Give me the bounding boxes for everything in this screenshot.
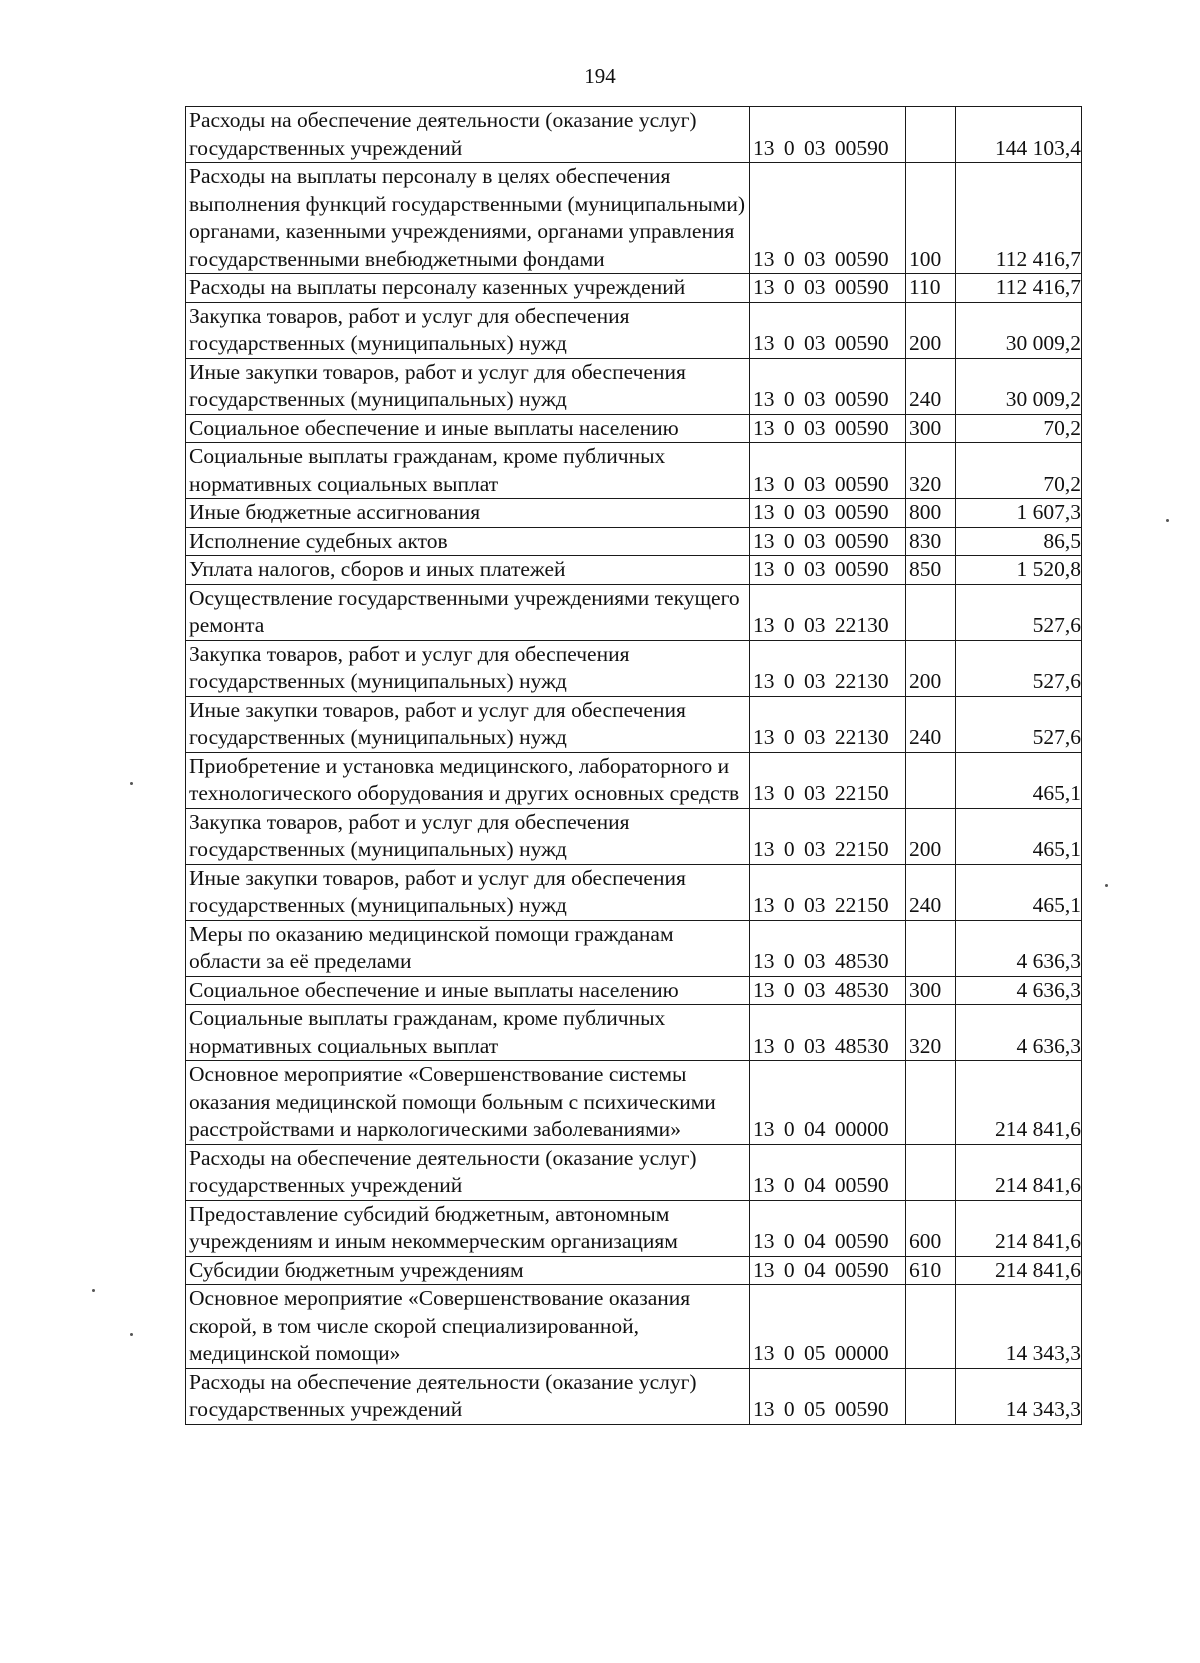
row-amount-cell: 112 416,7 [956, 274, 1082, 303]
row-code-cell: 13 0 03 48530 [750, 976, 906, 1005]
row-name-cell: Социальные выплаты гражданам, кроме публичных нормативных социальных выплат [186, 1005, 750, 1061]
row-code-cell: 13 0 03 00590 [750, 107, 906, 163]
row-amount-cell: 1 607,3 [956, 499, 1082, 528]
row-code-cell: 13 0 03 22150 [750, 864, 906, 920]
table-row [186, 696, 1082, 752]
row-code-cell: 13 0 03 22130 [750, 640, 906, 696]
row-amount-cell: 86,5 [956, 527, 1082, 556]
table-row [186, 1285, 1082, 1369]
row-code-cell: 13 0 03 00590 [750, 414, 906, 443]
table-row [186, 499, 1082, 528]
scan-speck [92, 1289, 95, 1292]
scan-speck [1166, 519, 1169, 522]
row-code-cell: 13 0 03 00590 [750, 556, 906, 585]
row-type-cell [906, 920, 956, 976]
row-name-cell: Социальное обеспечение и иные выплаты населению [186, 414, 750, 443]
row-name-cell: Предоставление субсидий бюджетным, автономным учреждениям и иным некоммерческим организациям [186, 1200, 750, 1256]
row-amount-cell: 214 841,6 [956, 1200, 1082, 1256]
table-row [186, 556, 1082, 585]
row-type-cell: 320 [906, 443, 956, 499]
table-row [186, 640, 1082, 696]
row-type-cell: 600 [906, 1200, 956, 1256]
row-type-cell: 300 [906, 976, 956, 1005]
row-amount-cell: 70,2 [956, 414, 1082, 443]
row-amount-cell: 1 520,8 [956, 556, 1082, 585]
table-row [186, 808, 1082, 864]
row-amount-cell: 465,1 [956, 808, 1082, 864]
row-type-cell: 240 [906, 696, 956, 752]
row-type-cell: 200 [906, 640, 956, 696]
row-type-cell: 300 [906, 414, 956, 443]
row-code-cell: 13 0 03 00590 [750, 163, 906, 274]
row-type-cell [906, 1285, 956, 1369]
row-amount-cell: 4 636,3 [956, 976, 1082, 1005]
row-code-cell: 13 0 03 48530 [750, 920, 906, 976]
table-row [186, 1256, 1082, 1285]
row-name-cell: Иные закупки товаров, работ и услуг для обеспечения государственных (муниципальных) нужд [186, 696, 750, 752]
row-type-cell [906, 1061, 956, 1145]
row-amount-cell: 4 636,3 [956, 920, 1082, 976]
row-code-cell: 13 0 03 22130 [750, 696, 906, 752]
table-row [186, 1144, 1082, 1200]
row-name-cell: Приобретение и установка медицинского, лабораторного и технологического оборудования и других основных средств [186, 752, 750, 808]
row-name-cell: Субсидии бюджетным учреждениям [186, 1256, 750, 1285]
table-row [186, 976, 1082, 1005]
row-amount-cell: 70,2 [956, 443, 1082, 499]
row-amount-cell: 14 343,3 [956, 1368, 1082, 1424]
row-name-cell: Меры по оказанию медицинской помощи гражданам области за её пределами [186, 920, 750, 976]
table-row [186, 414, 1082, 443]
row-name-cell: Осуществление государственными учреждениями текущего ремонта [186, 584, 750, 640]
row-name-cell: Расходы на выплаты персоналу в целях обеспечения выполнения функций государственными (муниципальными) органами, казенными учреждениями, органами управления государственными внебюджетными фондами [186, 163, 750, 274]
row-type-cell: 200 [906, 302, 956, 358]
row-name-cell: Расходы на обеспечение деятельности (оказание услуг) государственных учреждений [186, 1144, 750, 1200]
row-amount-cell: 214 841,6 [956, 1256, 1082, 1285]
table-row [186, 1200, 1082, 1256]
table-row [186, 1005, 1082, 1061]
row-code-cell: 13 0 04 00590 [750, 1256, 906, 1285]
budget-table-body [186, 107, 1082, 1425]
table-row [186, 584, 1082, 640]
row-amount-cell: 112 416,7 [956, 163, 1082, 274]
row-code-cell: 13 0 05 00590 [750, 1368, 906, 1424]
row-type-cell: 320 [906, 1005, 956, 1061]
row-code-cell: 13 0 04 00590 [750, 1144, 906, 1200]
row-code-cell: 13 0 05 00000 [750, 1285, 906, 1369]
budget-table [185, 106, 1082, 1425]
row-name-cell: Закупка товаров, работ и услуг для обеспечения государственных (муниципальных) нужд [186, 808, 750, 864]
row-name-cell: Социальные выплаты гражданам, кроме публичных нормативных социальных выплат [186, 443, 750, 499]
row-type-cell: 800 [906, 499, 956, 528]
table-row [186, 1061, 1082, 1145]
row-amount-cell: 527,6 [956, 640, 1082, 696]
row-name-cell: Расходы на выплаты персоналу казенных учреждений [186, 274, 750, 303]
row-amount-cell: 465,1 [956, 752, 1082, 808]
table-row [186, 163, 1082, 274]
row-type-cell: 200 [906, 808, 956, 864]
row-amount-cell: 214 841,6 [956, 1061, 1082, 1145]
table-row [186, 274, 1082, 303]
row-code-cell: 13 0 04 00590 [750, 1200, 906, 1256]
scan-speck [130, 782, 133, 785]
row-amount-cell: 14 343,3 [956, 1285, 1082, 1369]
table-row [186, 527, 1082, 556]
row-name-cell: Иные закупки товаров, работ и услуг для обеспечения государственных (муниципальных) нужд [186, 358, 750, 414]
row-amount-cell: 527,6 [956, 696, 1082, 752]
row-amount-cell: 30 009,2 [956, 358, 1082, 414]
row-code-cell: 13 0 03 00590 [750, 499, 906, 528]
row-amount-cell: 527,6 [956, 584, 1082, 640]
table-row [186, 1368, 1082, 1424]
row-name-cell: Иные бюджетные ассигнования [186, 499, 750, 528]
row-type-cell [906, 1368, 956, 1424]
scan-speck [1105, 884, 1108, 887]
row-code-cell: 13 0 03 00590 [750, 358, 906, 414]
table-row [186, 358, 1082, 414]
row-amount-cell: 214 841,6 [956, 1144, 1082, 1200]
row-type-cell: 610 [906, 1256, 956, 1285]
table-row [186, 920, 1082, 976]
table-row [186, 107, 1082, 163]
row-name-cell: Основное мероприятие «Совершенствование системы оказания медицинской помощи больным с психическими расстройствами и наркологическими заболеваниями» [186, 1061, 750, 1145]
row-name-cell: Иные закупки товаров, работ и услуг для обеспечения государственных (муниципальных) нужд [186, 864, 750, 920]
row-code-cell: 13 0 03 00590 [750, 274, 906, 303]
row-name-cell: Расходы на обеспечение деятельности (оказание услуг) государственных учреждений [186, 1368, 750, 1424]
row-type-cell: 100 [906, 163, 956, 274]
row-type-cell [906, 107, 956, 163]
row-code-cell: 13 0 03 48530 [750, 1005, 906, 1061]
table-row [186, 443, 1082, 499]
row-amount-cell: 4 636,3 [956, 1005, 1082, 1061]
table-row [186, 864, 1082, 920]
row-type-cell: 850 [906, 556, 956, 585]
row-name-cell: Закупка товаров, работ и услуг для обеспечения государственных (муниципальных) нужд [186, 640, 750, 696]
row-code-cell: 13 0 03 00590 [750, 443, 906, 499]
row-amount-cell: 465,1 [956, 864, 1082, 920]
row-name-cell: Социальное обеспечение и иные выплаты населению [186, 976, 750, 1005]
row-name-cell: Расходы на обеспечение деятельности (оказание услуг) государственных учреждений [186, 107, 750, 163]
row-code-cell: 13 0 03 00590 [750, 527, 906, 556]
table-row [186, 302, 1082, 358]
row-code-cell: 13 0 03 00590 [750, 302, 906, 358]
row-code-cell: 13 0 03 22150 [750, 808, 906, 864]
scan-speck [130, 1333, 133, 1336]
row-name-cell: Уплата налогов, сборов и иных платежей [186, 556, 750, 585]
row-type-cell: 240 [906, 864, 956, 920]
row-type-cell [906, 584, 956, 640]
row-amount-cell: 144 103,4 [956, 107, 1082, 163]
row-type-cell: 830 [906, 527, 956, 556]
row-amount-cell: 30 009,2 [956, 302, 1082, 358]
table-row [186, 752, 1082, 808]
page-number: 194 [584, 64, 616, 88]
row-name-cell: Исполнение судебных актов [186, 527, 750, 556]
row-type-cell [906, 1144, 956, 1200]
row-code-cell: 13 0 03 22150 [750, 752, 906, 808]
row-code-cell: 13 0 03 22130 [750, 584, 906, 640]
row-name-cell: Закупка товаров, работ и услуг для обеспечения государственных (муниципальных) нужд [186, 302, 750, 358]
row-type-cell: 110 [906, 274, 956, 303]
row-type-cell: 240 [906, 358, 956, 414]
row-name-cell: Основное мероприятие «Совершенствование оказания скорой, в том числе скорой специализированной, медицинской помощи» [186, 1285, 750, 1369]
row-type-cell [906, 752, 956, 808]
row-code-cell: 13 0 04 00000 [750, 1061, 906, 1145]
